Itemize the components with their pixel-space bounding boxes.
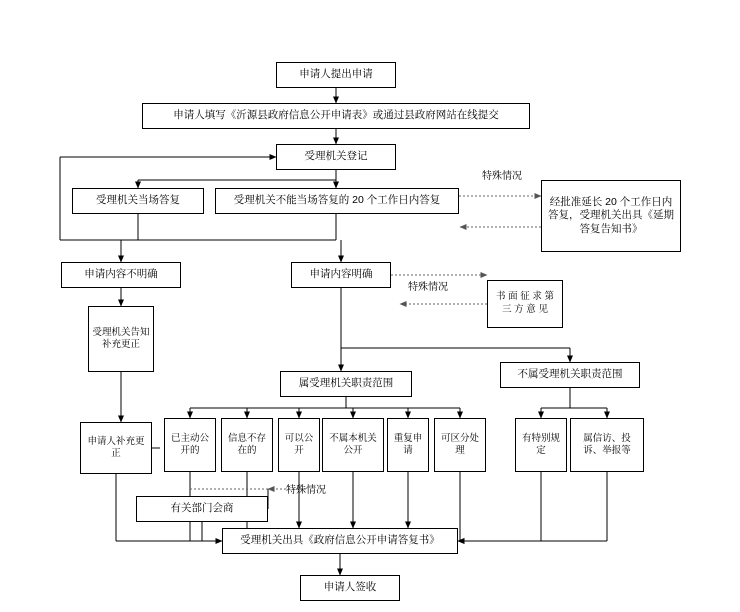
node-petition-complaint[interactable]: 属信访、投诉、举报等 (570, 418, 644, 472)
node-duplicate-application[interactable]: 重复申请 (387, 418, 429, 472)
node-separable-handling[interactable]: 可区分处理 (434, 418, 486, 472)
node-notify-supplement[interactable]: 受理机关告知补充更正 (88, 306, 154, 372)
label-special-case-third-party: 特殊情况 (408, 282, 448, 293)
node-not-this-agency[interactable]: 不属本机关公开 (322, 418, 384, 472)
node-issue-reply-letter[interactable]: 受理机关出具《政府信息公开申请答复书》 (222, 528, 458, 554)
label-special-case-consultation: 特殊情况 (286, 485, 326, 496)
node-info-not-exist[interactable]: 信息不存在的 (221, 418, 273, 472)
node-fill-application-form[interactable]: 申请人填写《沂源县政府信息公开申请表》或通过县政府网站在线提交 (142, 103, 530, 129)
node-within-duty-scope[interactable]: 属受理机关职责范围 (280, 371, 412, 397)
node-special-provisions[interactable]: 有特别规定 (515, 418, 567, 472)
node-20-workday-reply[interactable]: 受理机关不能当场答复的 20 个工作日内答复 (215, 188, 459, 214)
node-third-party-opinion[interactable]: 书 面 征 求 第 三 方 意 见 (487, 280, 563, 328)
node-applicant-supplement[interactable]: 申请人补充更正 (80, 422, 152, 474)
node-can-disclose[interactable]: 可以公开 (278, 418, 320, 472)
node-content-clear[interactable]: 申请内容明确 (291, 262, 391, 288)
node-outside-duty-scope[interactable]: 不属受理机关职责范围 (500, 362, 640, 388)
node-content-unclear[interactable]: 申请内容不明确 (61, 262, 181, 288)
node-already-disclosed[interactable]: 已主动公开的 (164, 418, 216, 472)
node-agency-registration[interactable]: 受理机关登记 (276, 144, 396, 170)
node-applicant-submit[interactable]: 申请人提出申请 (276, 62, 396, 88)
node-extension-notice[interactable]: 经批准延长 20 个工作日内答复，受理机关出具《延期答复告知书》 (541, 180, 681, 252)
node-onsite-reply[interactable]: 受理机关当场答复 (72, 188, 204, 214)
node-department-consultation[interactable]: 有关部门会商 (136, 496, 268, 522)
node-applicant-receipt[interactable]: 申请人签收 (300, 575, 400, 601)
label-special-case-extension: 特殊情况 (482, 171, 522, 182)
